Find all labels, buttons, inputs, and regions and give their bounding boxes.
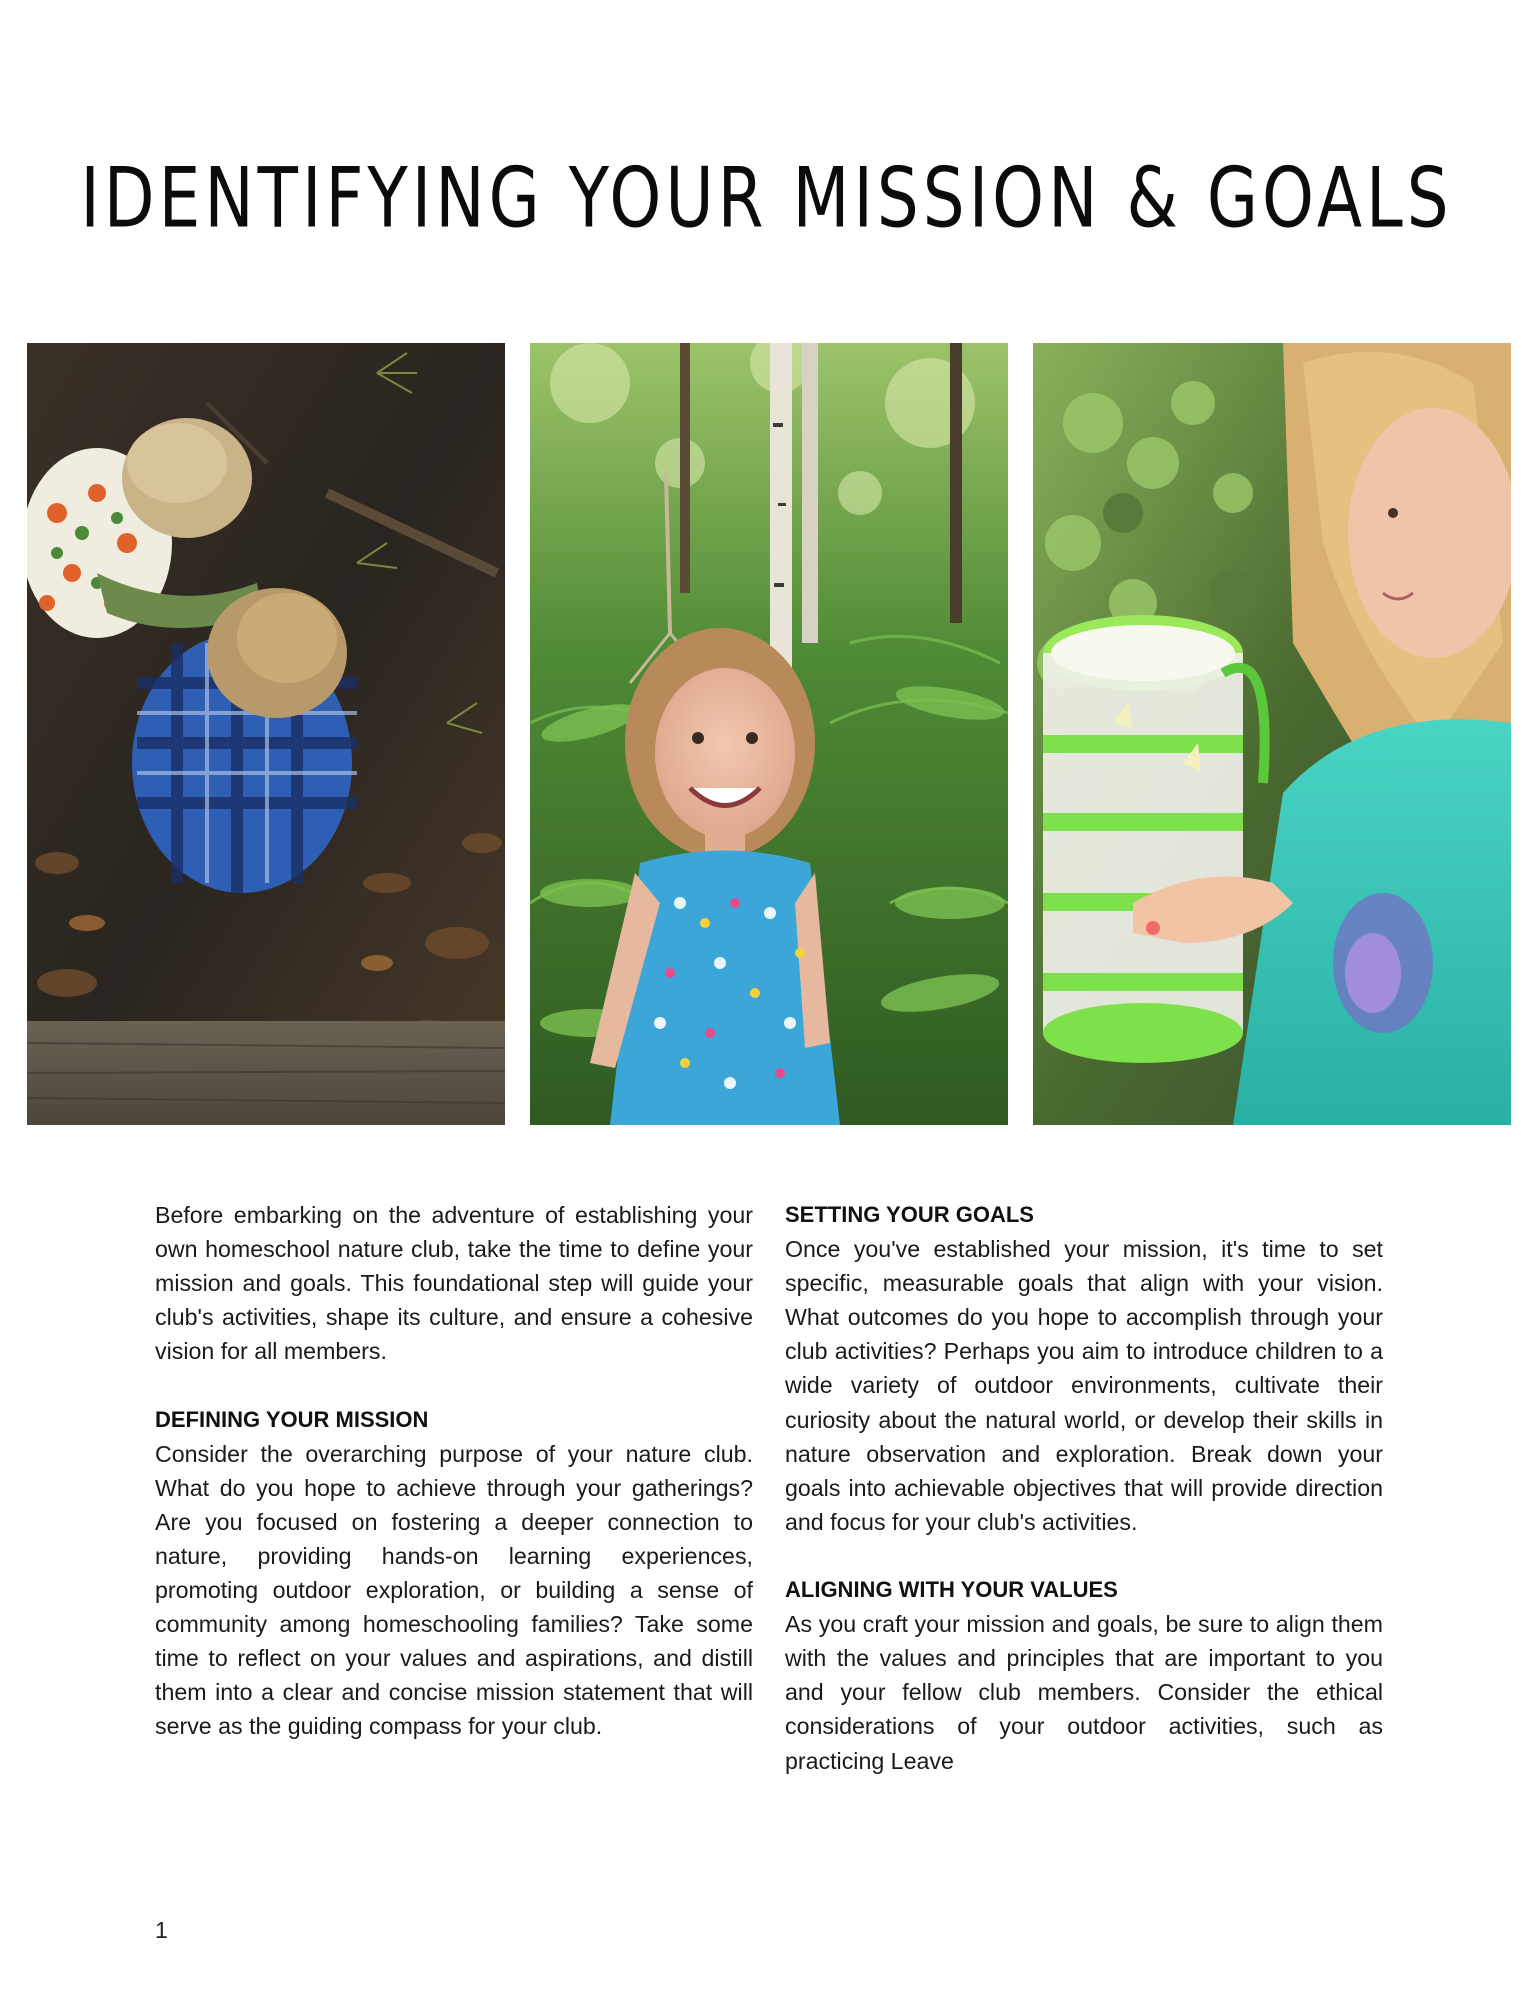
- girl-holding-butterfly-cage-photo: [1033, 343, 1511, 1125]
- right-text-column: [785, 1198, 1383, 1778]
- left-text-column: [155, 1198, 753, 1744]
- page-title: IDENTIFYING YOUR MISSION & GOALS: [80, 150, 1453, 247]
- page-number: 1: [155, 1917, 168, 1943]
- values-paragraph: As you craft your mission and goals, be sure to align them with the values and principles that are important to you and your fellow club members. Consider the ethical considerations of your outdoor activities, such as practicing Leave: [785, 1611, 1383, 1774]
- goals-heading: SETTING YOUR GOALS: [785, 1202, 1034, 1227]
- children-exploring-stream-photo: [27, 343, 505, 1125]
- values-heading: ALIGNING WITH YOUR VALUES: [785, 1577, 1118, 1603]
- goals-paragraph: Once you've established your mission, it's time to set specific, measurable goals that align with your vision. What outcomes do you hope to accomplish through your club activities? Perhaps you aim to introduce children to a wide variety of outdoor environments, cultivate their curiosity about the natural world, or develop their skills in nature observation and exploration. Break down your goals into achievable objectives that will provide direction and focus for your club's activities.: [785, 1236, 1383, 1535]
- mission-heading: DEFINING YOUR MISSION: [155, 1406, 429, 1432]
- intro-paragraph: Before embarking on the adventure of establishing your own homeschool nature club, take the time to define your mission and goals. This foundational step will guide your club's activities, shape its culture, and ensure a cohesive vision for all members.: [155, 1202, 753, 1365]
- mission-paragraph: Consider the overarching purpose of your nature club. What do you hope to achieve through your gatherings? Are you focused on fostering a deeper connection to nature, providing hands-on learning experiences, promoting outdoor exploration, or building a sense of community among homeschooling families? Take some time to reflect on your values and aspirations, and distill them into a clear and concise mission statement that will serve as the guiding compass for your club.: [155, 1440, 753, 1740]
- girl-with-butterfly-net-photo: [530, 343, 1008, 1125]
